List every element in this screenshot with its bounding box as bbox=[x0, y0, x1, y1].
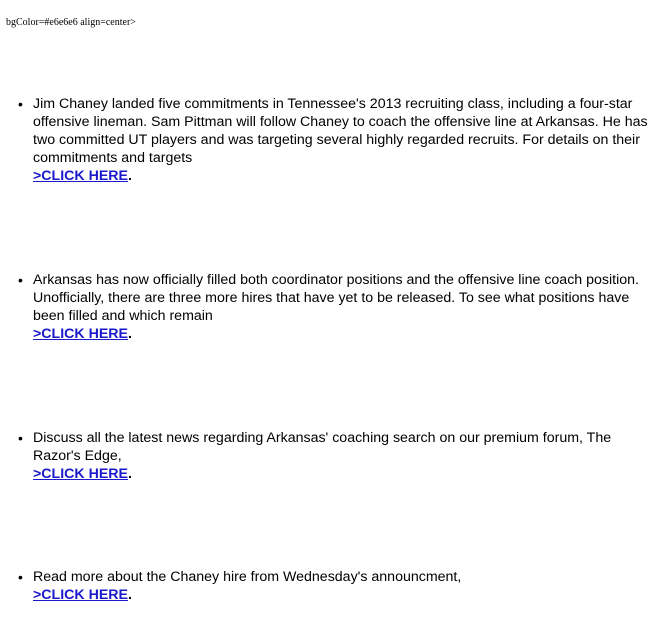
news-item-text: Jim Chaney landed five commitments in Tennessee's 2013 recruiting class, including a four-star offensive lineman. Sam Pittman will follow Chaney to coach the offensive line at Arkansas. He has two committed UT players and was targeting several highly regarded recruits. For details on their commitments and targets bbox=[33, 96, 648, 166]
news-item-link-line bbox=[33, 167, 653, 185]
bullet-icon: • bbox=[18, 272, 23, 288]
news-item-coordinator-positions bbox=[18, 271, 653, 343]
stray-html-attribute-text: bgColor=#e6e6e6 align=center> bbox=[6, 17, 136, 28]
news-item-chaney-hire bbox=[18, 568, 653, 604]
bullet-icon: • bbox=[18, 96, 23, 112]
news-item-text: Discuss all the latest news regarding Arkansas' coaching search on our premium forum, The Razor's Edge, bbox=[33, 430, 612, 464]
news-item-text: Arkansas has now officially filled both coordinator positions and the offensive line coach position. Unofficially, there are three more hires that have yet to be released. To see what positions have been filled and which remain bbox=[33, 272, 639, 324]
link-period: . bbox=[128, 326, 132, 342]
bullet-icon: • bbox=[18, 430, 23, 446]
link-period: . bbox=[128, 587, 132, 603]
click-here-link[interactable]: >CLICK HERE bbox=[33, 168, 128, 184]
news-item-link-line bbox=[33, 465, 653, 483]
bullet-icon: • bbox=[18, 569, 23, 585]
news-item-link-line bbox=[33, 325, 653, 343]
click-here-link[interactable]: >CLICK HERE bbox=[33, 326, 128, 342]
link-period: . bbox=[128, 168, 132, 184]
news-item-text: Read more about the Chaney hire from Wednesday's announcment, bbox=[33, 569, 462, 585]
news-item-link-line bbox=[33, 586, 653, 604]
click-here-link[interactable]: >CLICK HERE bbox=[33, 466, 128, 482]
click-here-link[interactable]: >CLICK HERE bbox=[33, 587, 128, 603]
link-period: . bbox=[128, 466, 132, 482]
news-item-chaney-commitments bbox=[18, 95, 653, 185]
news-item-premium-forum bbox=[18, 429, 653, 483]
